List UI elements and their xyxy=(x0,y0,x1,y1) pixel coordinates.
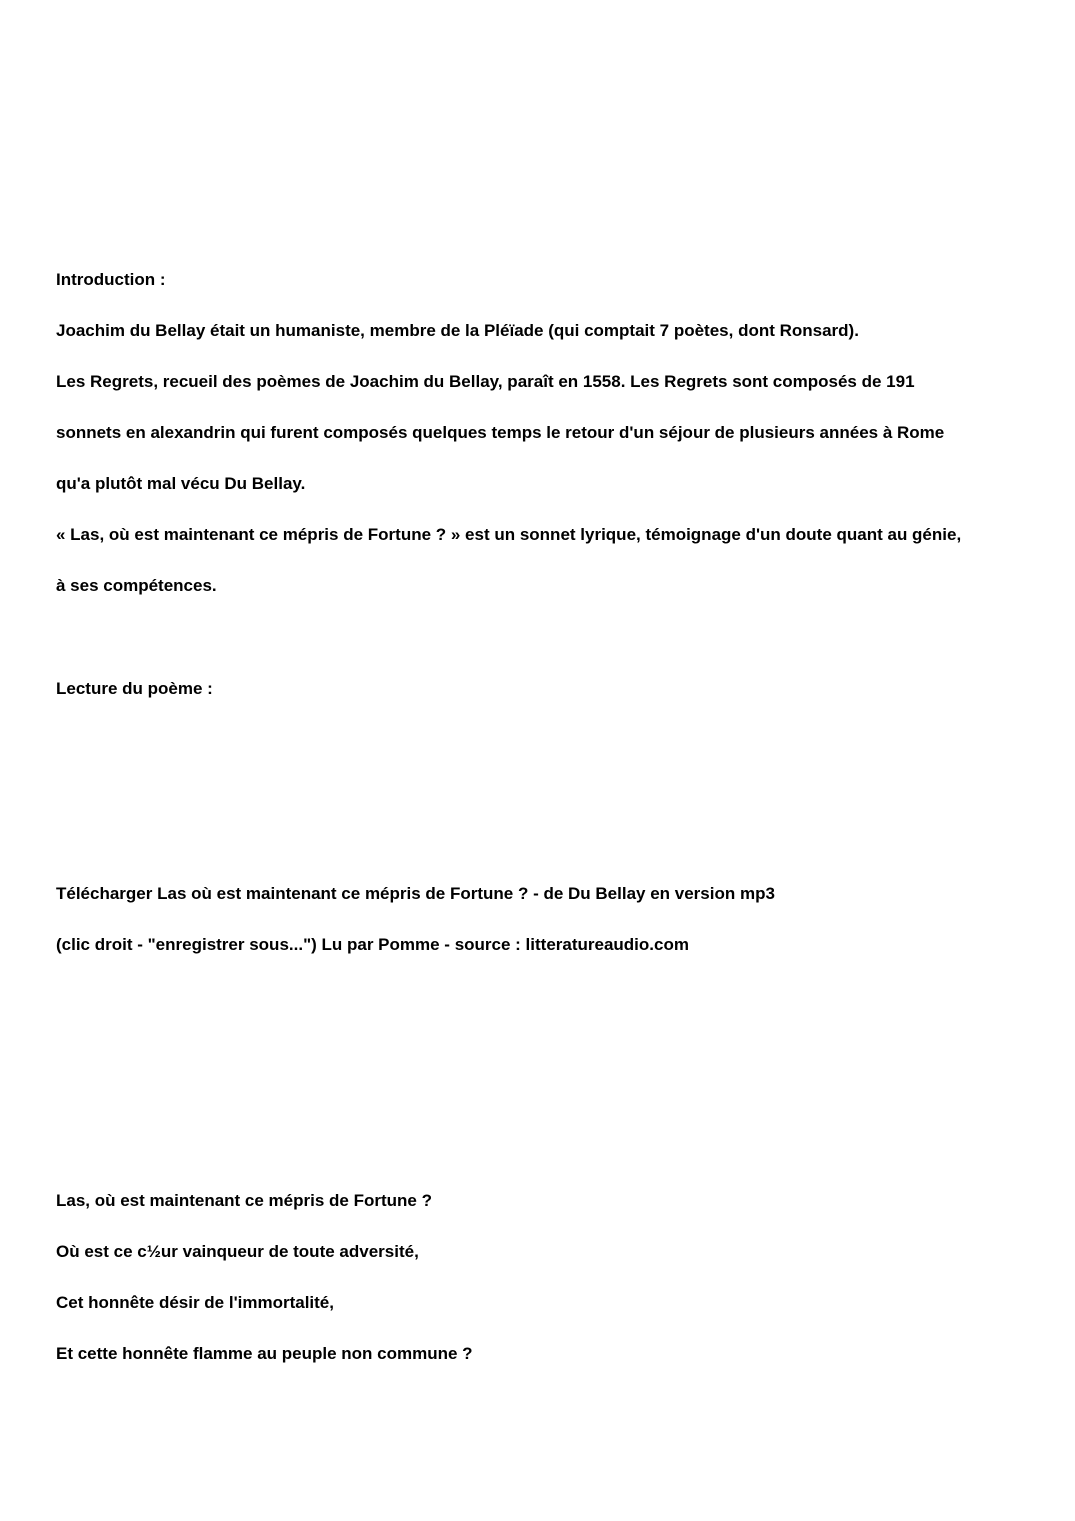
poem-line-3: Cet honnête désir de l'immortalité, xyxy=(56,1293,334,1312)
poem-line-4: Et cette honnête flamme au peuple non commune ? xyxy=(56,1344,473,1363)
intro-line-2: Les Regrets, recueil des poèmes de Joachim du Bellay, paraît en 1558. Les Regrets sont composés de 191 xyxy=(56,372,915,391)
download-instructions: (clic droit - "enregistrer sous...") Lu par Pomme - source : litteratureaudio.com xyxy=(56,935,689,954)
intro-line-6: à ses compétences. xyxy=(56,576,217,595)
download-link[interactable]: Télécharger Las où est maintenant ce mépris de Fortune ? - de Du Bellay en version mp3 xyxy=(56,884,775,903)
poem-line-1: Las, où est maintenant ce mépris de Fortune ? xyxy=(56,1191,432,1210)
intro-line-3: sonnets en alexandrin qui furent composés quelques temps le retour d'un séjour de plusieurs années à Rome xyxy=(56,423,945,442)
intro-line-4: qu'a plutôt mal vécu Du Bellay. xyxy=(56,474,306,493)
reading-heading: Lecture du poème : xyxy=(56,679,213,698)
introduction-heading: Introduction : xyxy=(56,270,166,289)
poem-line-2: Où est ce c½ur vainqueur de toute adversité, xyxy=(56,1242,419,1261)
intro-line-1: Joachim du Bellay était un humaniste, membre de la Pléïade (qui comptait 7 poètes, dont Ronsard). xyxy=(56,321,859,340)
intro-line-5: « Las, où est maintenant ce mépris de Fortune ? » est un sonnet lyrique, témoignage d'un doute quant au génie, xyxy=(56,525,962,544)
